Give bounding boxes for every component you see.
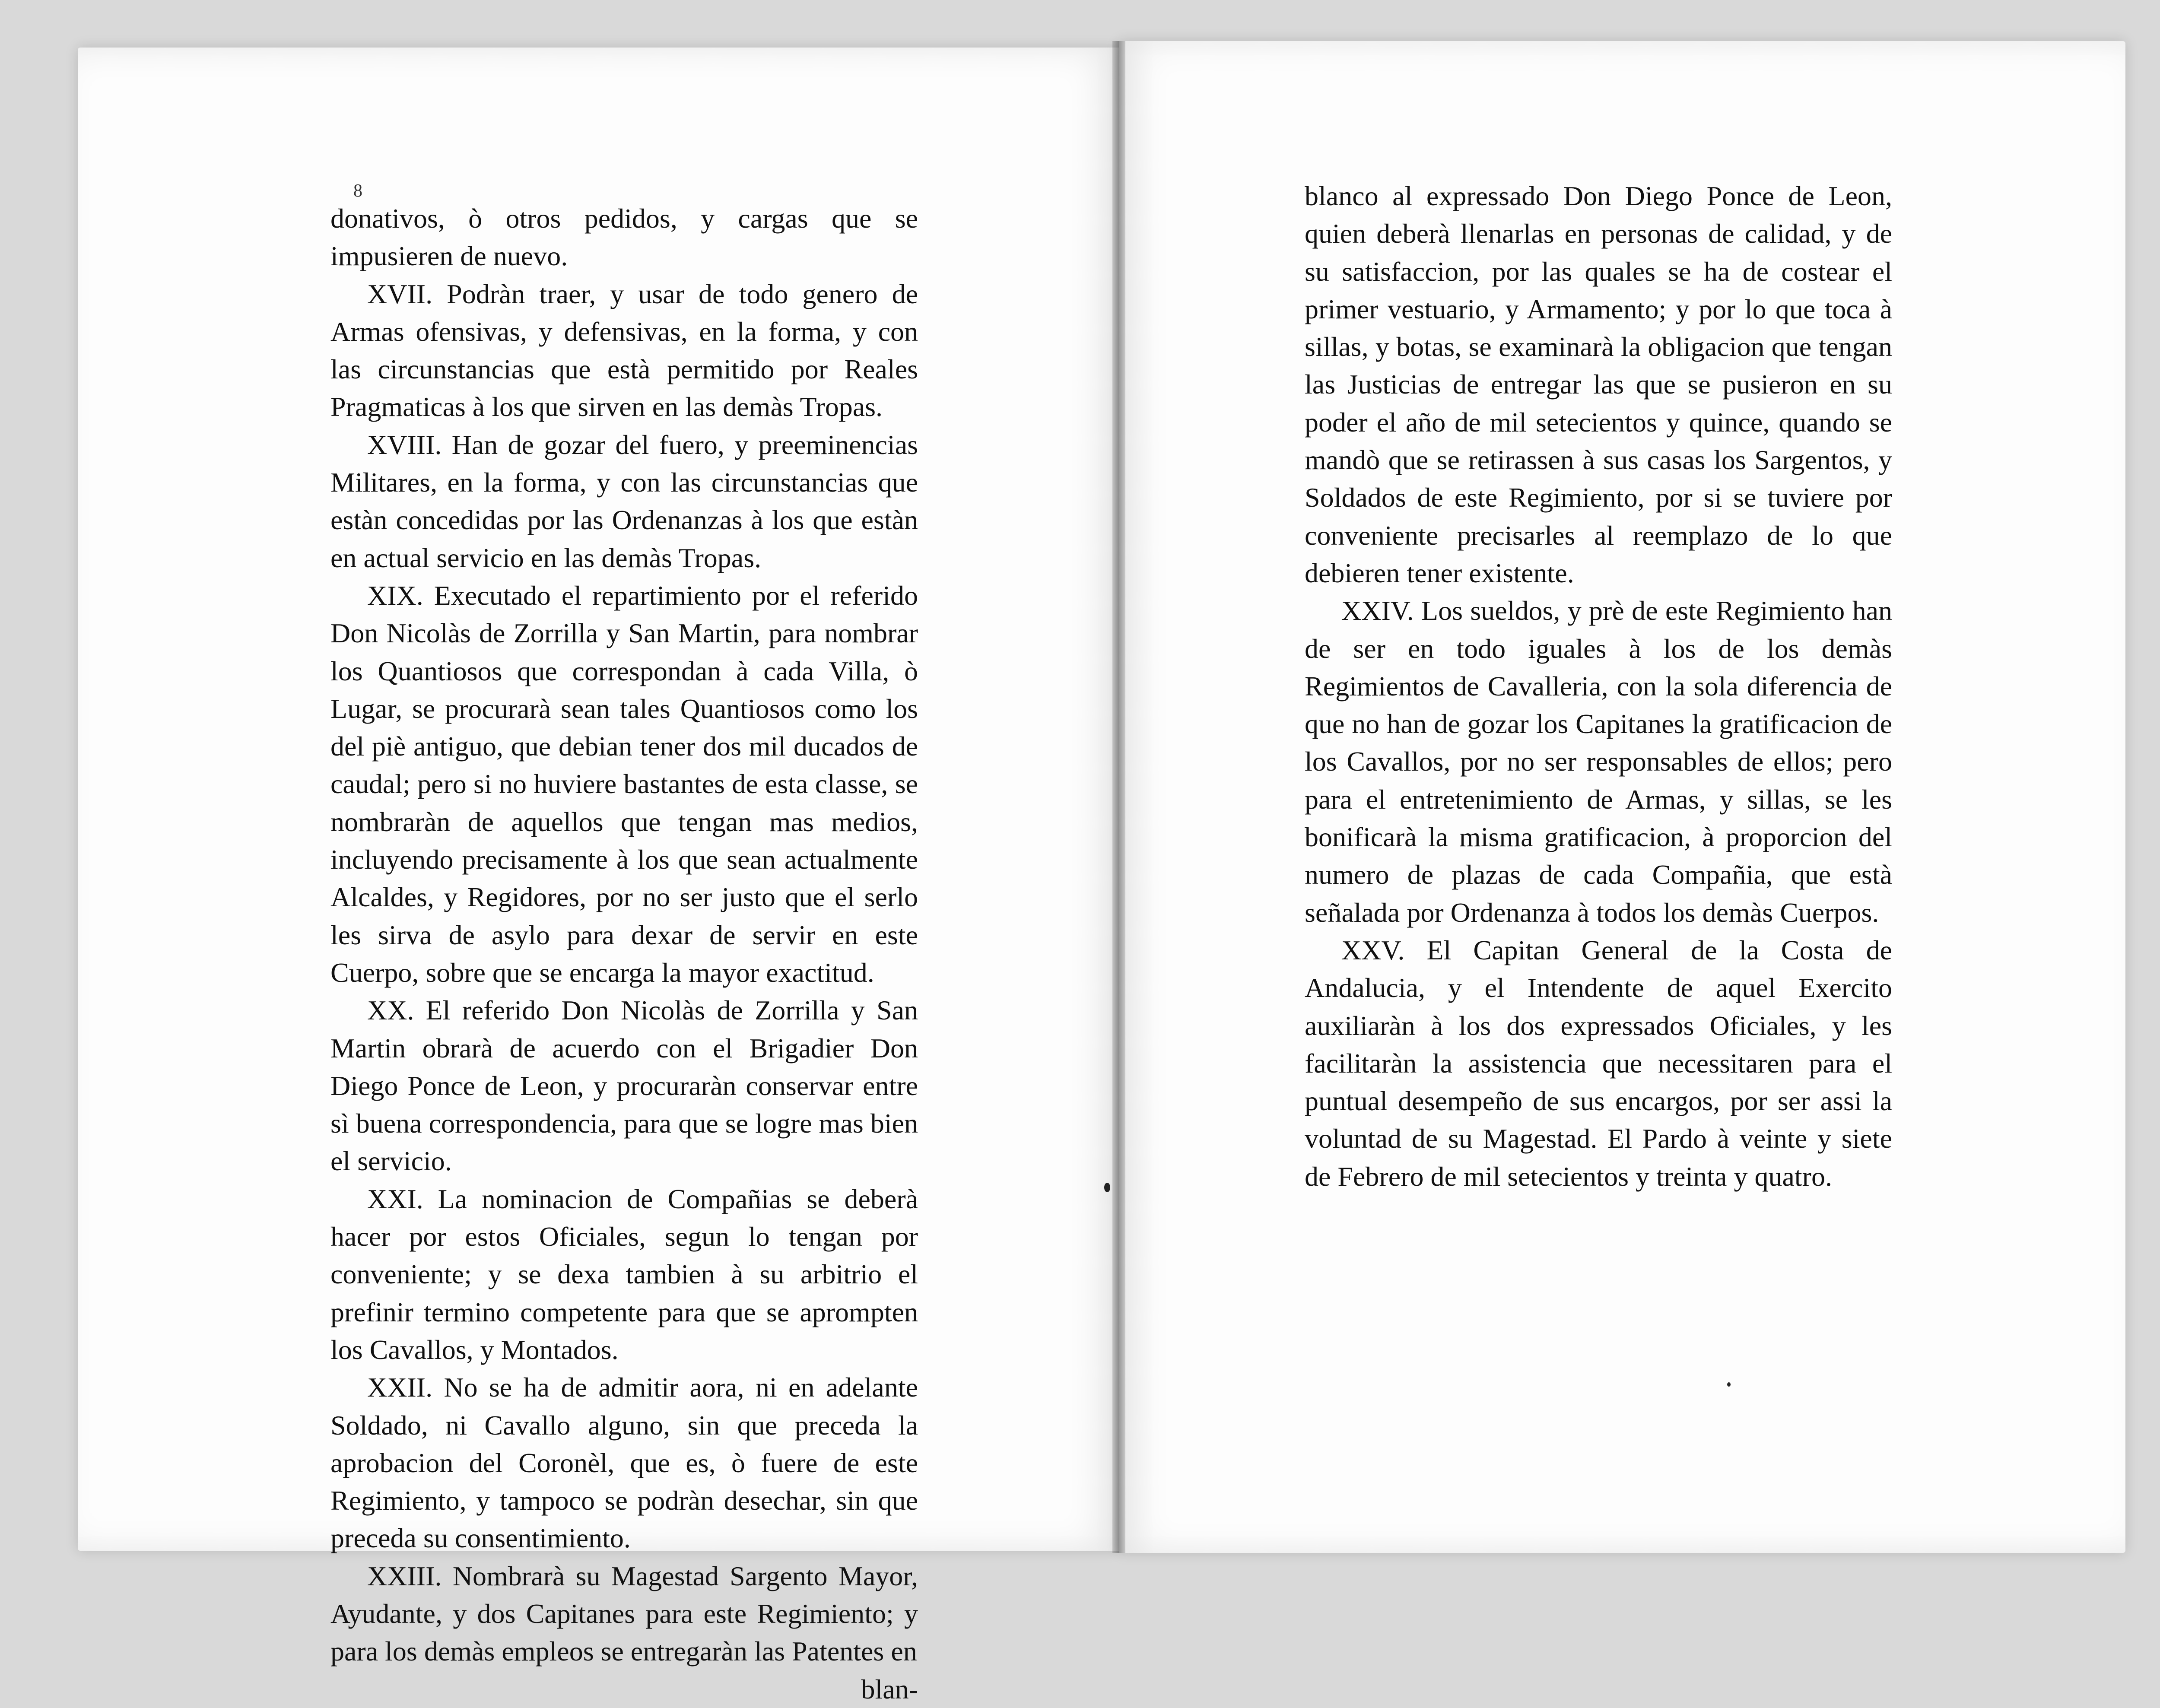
paragraph-xxiv: XXIV. Los sueldos, y prè de este Regimiento han de ser en todo iguales à los de los demàs Regimientos de Cavalleria, con la sola diferencia de que no han de gozar los Capitanes la gratificacion de los Cavallos, por no ser responsables de ellos; pero para el entretenimiento de Armas, y sillas, se les bonificarà la misma gratificacion, à proporcion del numero de plazas de cada Compañia, que està señalada por Ordenanza à todos los demàs Cuerpos.	[1305, 595, 1892, 928]
page-gutter	[1112, 41, 1125, 1553]
ink-speck	[1727, 1382, 1731, 1387]
paragraph-xxi: XXI. La nominacion de Compañias se deberà hacer por estos Oficiales, segun lo tengan por conveniente; y se dexa tambien à su arbitrio el prefinir termino competente para que se aprompten los Cavallos, y Montados.	[330, 1183, 918, 1365]
ink-speck	[1104, 1183, 1110, 1192]
paragraph-xxv: XXV. El Capitan General de la Costa de Andalucia, y el Intendente de aquel Exercito auxiliaràn à los dos expressados Oficiales, y les facilitaràn la assistencia que necessitaren para el puntual desempeño de sus encargos, por ser assi la voluntad de su Magestad. El Pardo à veinte y siete de Febrero de mil setecientos y treinta y quatro.	[1305, 934, 1892, 1192]
paragraph-xvii: XVII. Podràn traer, y usar de todo genero de Armas ofensivas, y defensivas, en la forma, y con las circunstancias que està permitido por Reales Pragmaticas à los que sirven en las demàs Tropas.	[330, 278, 918, 422]
paragraph-xx: XX. El referido Don Nicolàs de Zorrilla y San Martin obrarà de acuerdo con el Brigadier Don Diego Ponce de Leon, y procuraràn conservar entre sì buena correspondencia, para que se logre mas bien el servicio.	[330, 995, 918, 1177]
page-number: 8	[353, 181, 362, 201]
catchword: blan-	[861, 1673, 918, 1705]
left-page-text	[330, 200, 918, 1708]
paragraph-xix: XIX. Executado el repartimiento por el referido Don Nicolàs de Zorrilla y San Martin, para nombrar los Quantiosos que correspondan à cada Villa, ò Lugar, se procurarà sean tales Quantiosos como los del piè antiguo, que debian tener dos mil ducados de caudal; pero si no huviere bastantes de esta classe, se nombraràn de aquellos que tengan mas medios, incluyendo precisamente à los que sean actualmente Alcaldes, y Regidores, por no ser justo que el serlo les sirva de asylo para dexar de servir en este Cuerpo, sobre que se encarga la mayor exactitud.	[330, 580, 918, 988]
paragraph-continuation: donativos, ò otros pedidos, y cargas que se impusieren de nuevo.	[330, 203, 918, 272]
paragraph-xxiii: XXIII. Nombrarà su Magestad Sargento Mayor, Ayudante, y dos Capitanes para este Regimiento; y para los demàs empleos se entregaràn las Patentes en	[330, 1560, 918, 1667]
right-page-text	[1305, 177, 1892, 1195]
paragraph-continuation: blanco al expressado Don Diego Ponce de Leon, quien deberà llenarlas en personas de calidad, y de su satisfaccion, por las quales se ha de costear el primer vestuario, y Armamento; y por lo que toca à sillas, y botas, se examinarà la obligacion que tengan las Justicias de entregar las que se pusieron en su poder el año de mil setecientos y quince, quando se mandò que se retirassen à sus casas los Sargentos, y Soldados de este Regimiento, por si se tuviere por conveniente precisarles al reemplazo de lo que debieren tener existente.	[1305, 181, 1892, 588]
paragraph-xviii: XVIII. Han de gozar del fuero, y preeminencias Militares, en la forma, y con las circunstancias que estàn concedidas por las Ordenanzas à los que estàn en actual servicio en las demàs Tropas.	[330, 429, 918, 573]
paragraph-xxii: XXII. No se ha de admitir aora, ni en adelante Soldado, ni Cavallo alguno, sin que preceda la aprobacion del Coronèl, que es, ò fuere de este Regimiento, y tampoco se podràn desechar, sin que preceda su consentimiento.	[330, 1372, 918, 1554]
